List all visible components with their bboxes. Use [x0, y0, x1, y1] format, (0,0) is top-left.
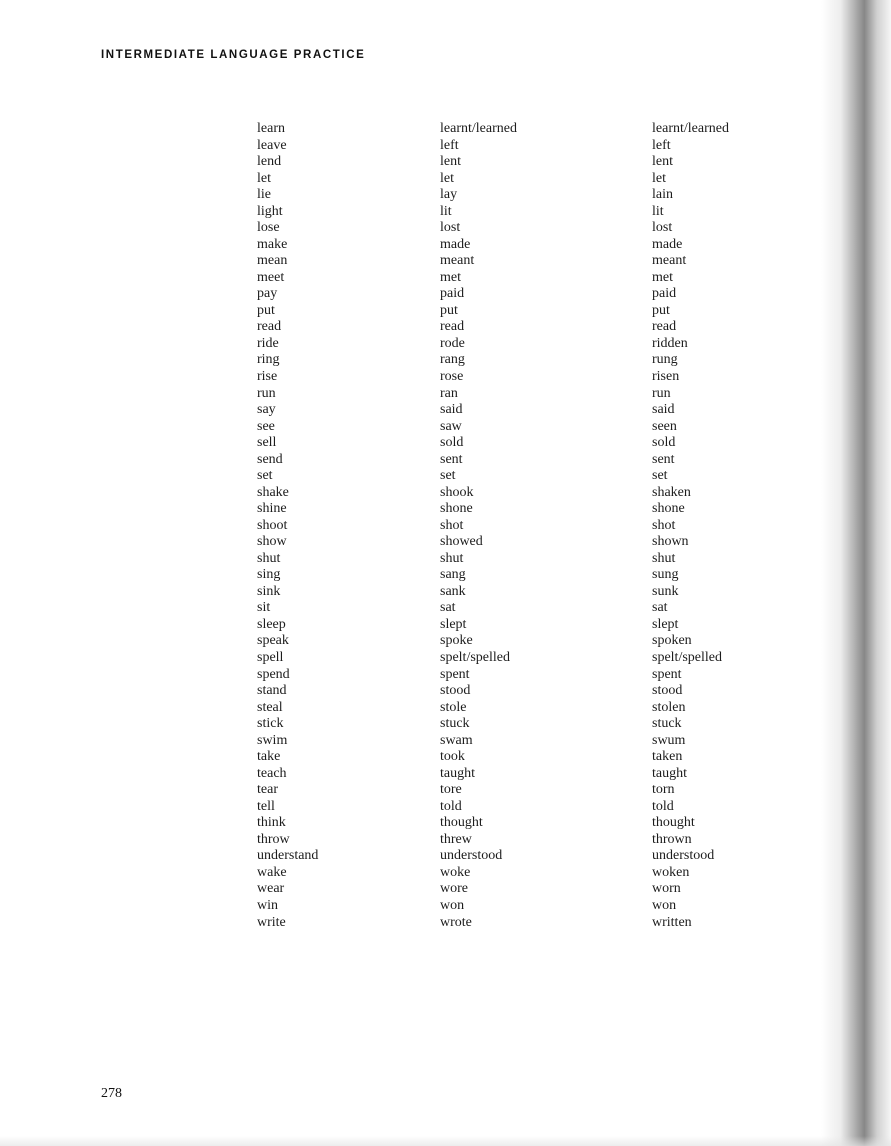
past-simple: tore	[440, 782, 462, 798]
past-participle: thought	[652, 815, 695, 831]
past-participle: stuck	[652, 716, 682, 732]
base-form: set	[257, 468, 273, 484]
past-simple: stood	[440, 683, 471, 699]
past-simple: ran	[440, 385, 458, 401]
past-simple: sold	[440, 435, 464, 451]
past-simple: spoke	[440, 633, 473, 649]
past-participle: seen	[652, 418, 677, 434]
base-form: stand	[257, 683, 287, 699]
base-form: show	[257, 534, 287, 550]
past-simple: swam	[440, 732, 473, 748]
past-simple: let	[440, 170, 454, 186]
bottom-edge-shade	[0, 1136, 891, 1146]
base-form: lose	[257, 220, 280, 236]
base-form: teach	[257, 765, 287, 781]
past-participle: paid	[652, 286, 677, 302]
past-participle: shown	[652, 534, 689, 550]
base-form: swim	[257, 732, 288, 748]
past-participle: read	[652, 319, 677, 335]
past-participle: lain	[652, 187, 673, 203]
past-participle: meant	[652, 253, 687, 269]
base-form: lie	[257, 187, 271, 203]
past-simple: wore	[440, 881, 468, 897]
base-form: ring	[257, 352, 280, 368]
past-simple: showed	[440, 534, 483, 550]
book-spine-shadow	[821, 0, 891, 1146]
base-form: shine	[257, 501, 287, 517]
base-form: see	[257, 418, 275, 434]
base-form: shake	[257, 484, 289, 500]
past-participle: understood	[652, 848, 715, 864]
past-participle: sunk	[652, 583, 679, 599]
past-participle: lost	[652, 220, 673, 236]
base-form: win	[257, 897, 278, 913]
base-form: make	[257, 236, 288, 252]
past-simple: saw	[440, 418, 462, 434]
past-participle: spelt/spelled	[652, 650, 722, 665]
past-participle: said	[652, 402, 675, 418]
past-participle: sold	[652, 435, 676, 451]
base-form: mean	[257, 253, 288, 269]
base-form: learn	[257, 121, 285, 136]
past-simple: sank	[440, 583, 466, 599]
past-participle: worn	[652, 881, 681, 897]
past-participle: shaken	[652, 484, 691, 500]
past-simple: lent	[440, 154, 461, 170]
past-simple: said	[440, 402, 463, 418]
base-form: sleep	[257, 616, 286, 632]
past-simple: made	[440, 236, 471, 252]
past-simple: taught	[440, 765, 475, 781]
past-simple: rang	[440, 352, 465, 368]
base-form: sell	[257, 435, 277, 451]
base-form: steal	[257, 699, 283, 715]
past-participle: stood	[652, 683, 683, 699]
past-simple: rose	[440, 368, 464, 384]
base-form: lend	[257, 154, 282, 170]
past-participle: sung	[652, 567, 679, 583]
past-participle: learnt/learned	[652, 121, 729, 136]
past-participle: shone	[652, 501, 685, 517]
past-simple: left	[440, 137, 459, 153]
base-form: wake	[257, 864, 287, 880]
past-simple: spelt/spelled	[440, 650, 510, 665]
base-form: let	[257, 170, 271, 186]
past-participle: taken	[652, 749, 683, 765]
past-participle: stolen	[652, 699, 686, 715]
base-form: pay	[257, 286, 278, 302]
past-participle: made	[652, 236, 683, 252]
past-simple: met	[440, 269, 461, 285]
past-participle: rung	[652, 352, 678, 368]
past-participle: torn	[652, 782, 675, 798]
base-form: spend	[257, 666, 290, 682]
past-simple: shot	[440, 517, 464, 533]
base-form: tear	[257, 782, 278, 798]
base-form: say	[257, 402, 276, 418]
past-simple: lit	[440, 203, 452, 219]
base-form: meet	[257, 269, 285, 285]
past-simple: shone	[440, 501, 473, 517]
base-form: throw	[257, 831, 290, 847]
past-simple: understood	[440, 848, 503, 864]
base-form: think	[257, 815, 286, 831]
base-form: understand	[257, 848, 319, 864]
past-simple: wrote	[440, 914, 472, 930]
base-form: leave	[257, 137, 287, 153]
base-form: sing	[257, 567, 281, 583]
base-form: put	[257, 302, 275, 318]
base-form: shoot	[257, 517, 288, 533]
past-simple: spent	[440, 666, 470, 682]
past-participle: slept	[652, 616, 679, 632]
base-form: stick	[257, 716, 284, 732]
base-form: send	[257, 451, 283, 467]
past-participle: sent	[652, 451, 675, 467]
base-form: light	[257, 203, 283, 219]
past-simple: learnt/learned	[440, 121, 517, 136]
past-simple: slept	[440, 616, 467, 632]
past-simple: rode	[440, 335, 465, 351]
base-form: read	[257, 319, 282, 335]
past-participle: won	[652, 897, 677, 913]
past-participle: met	[652, 269, 673, 285]
base-form: sit	[257, 600, 271, 616]
past-participle: set	[652, 468, 668, 484]
past-simple: put	[440, 302, 458, 318]
past-simple: sang	[440, 567, 466, 583]
past-simple: meant	[440, 253, 475, 269]
base-form: sink	[257, 583, 281, 599]
past-simple: told	[440, 798, 462, 814]
base-form: write	[257, 914, 286, 930]
base-form: shut	[257, 550, 281, 566]
past-participle: spoken	[652, 633, 692, 649]
past-simple: lay	[440, 187, 458, 203]
page-header: INTERMEDIATE LANGUAGE PRACTICE	[101, 49, 366, 61]
past-simple: took	[440, 749, 465, 765]
past-participle: woken	[652, 864, 690, 880]
past-participle: swum	[652, 732, 686, 748]
past-simple: won	[440, 897, 465, 913]
past-participle: ridden	[652, 335, 688, 351]
base-form: run	[257, 385, 276, 401]
past-participle: run	[652, 385, 671, 401]
past-participle: put	[652, 302, 670, 318]
base-form: tell	[257, 798, 275, 814]
past-simple: shut	[440, 550, 464, 566]
past-simple: shook	[440, 484, 474, 500]
past-simple: paid	[440, 286, 465, 302]
past-participle: written	[652, 914, 692, 930]
past-simple: read	[440, 319, 465, 335]
past-simple: stole	[440, 699, 467, 715]
past-participle: shot	[652, 517, 676, 533]
past-simple: lost	[440, 220, 461, 236]
past-participle: sat	[652, 600, 668, 616]
past-simple: sat	[440, 600, 456, 616]
page-number: 278	[101, 1086, 122, 1101]
past-simple: sent	[440, 451, 463, 467]
past-participle: lent	[652, 154, 673, 170]
past-simple: woke	[440, 864, 471, 880]
base-form: speak	[257, 633, 289, 649]
base-form: take	[257, 749, 281, 765]
base-form: spell	[257, 650, 284, 665]
past-participle: left	[652, 137, 671, 153]
past-simple: thought	[440, 815, 483, 831]
past-participle: taught	[652, 765, 687, 781]
past-simple: stuck	[440, 716, 470, 732]
base-form: ride	[257, 335, 279, 351]
past-participle: spent	[652, 666, 682, 682]
past-simple: threw	[440, 831, 472, 847]
past-participle: let	[652, 170, 666, 186]
past-simple: set	[440, 468, 456, 484]
past-participle: thrown	[652, 831, 692, 847]
past-participle: lit	[652, 203, 664, 219]
past-participle: risen	[652, 368, 680, 384]
base-form: wear	[257, 881, 285, 897]
past-participle: told	[652, 798, 674, 814]
base-form: rise	[257, 368, 278, 384]
past-participle: shut	[652, 550, 676, 566]
